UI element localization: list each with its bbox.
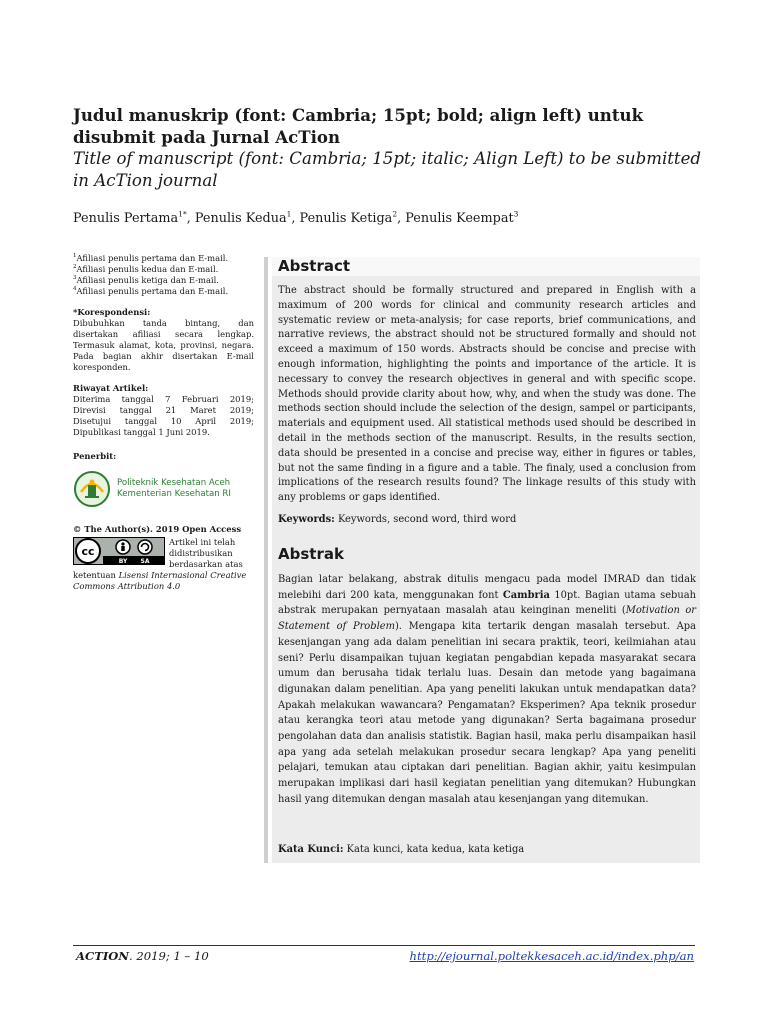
affiliation-line [73,253,254,264]
affiliation-sup: 1 [73,253,77,260]
publisher-line1: Politeknik Kesehatan Aceh [117,478,231,488]
publisher-heading: Penerbit: [73,451,117,461]
abstrak-bold: Cambria [502,589,550,601]
cc-by-sa-badge-icon [73,537,165,565]
article-info-sidebar [73,253,254,592]
license-line: Artikel ini telah [169,537,236,547]
author-sup: 1* [178,209,187,219]
author-sup: 2 [392,209,398,219]
correspondence-heading: *Korespondensi: [73,307,151,317]
affiliation-line [73,286,254,297]
affiliation-sup: 2 [73,264,77,271]
author-name: Penulis Kedua [194,211,287,226]
author-name: Penulis Keempat [405,211,514,226]
author-name: Penulis Pertama [73,211,179,226]
footer-rule [73,945,695,946]
abstract-body: The abstract should be formally structured and prepared in English with a maximum of 200 words for clinical and community research articles and systematic review or meta-analysis; for case reports, brief communications, and narrative reviews, the abstract should not be structured formally and should not exceed a maximum of 150 words. Abstracts should be concise and precise with enough information, highlighting the points and importance of the article. It is necessary to convey the research objectives in general and with specific scope. Methods should provide clarity about how, why, and when the study was done. The methods section should include the selection of the design, sampel or participants, materials and equipment used. All statistical methods used should be described in detail in the methods section of the manuscript. Results, in the results section, data should be presented in a concise and precise way, either in figures or tables, but not the same finding in a figure and a table. The finaly, used a conclusion from implications of the research results found? The linkage results of this study with any problems or gaps identified. [278,285,696,504]
journal-url-link[interactable]: http://ejournal.poltekkesaceh.ac.id/index.php/an [409,949,694,963]
affiliation-text: Afiliasi penulis pertama dan E-mail. [76,286,229,296]
license-line: didistribusikan [169,548,233,558]
title-indonesian: Judul manuskrip (font: Cambria; 15pt; bold; align left) untuk disubmit pada Jurnal AcTion [73,105,644,147]
panel-divider [264,257,268,863]
license-prefix: ketentuan [73,570,119,580]
affiliation-text: Afiliasi penulis pertama dan E-mail. [76,253,229,263]
abstract-keywords [278,513,696,527]
affiliation-text: Afiliasi penulis ketiga dan E-mail. [76,275,219,285]
history-received: Diterima tanggal 7 Februari 2019; [73,394,254,404]
abstract-heading: Abstract [278,257,351,275]
author-sup: 3 [513,209,519,219]
publisher-logo-row [73,470,254,508]
keywords-value: Keywords, second word, third word [337,514,517,525]
abstrak-part: 10pt. Bagian utama sebuah abstrak merupakan pernyataan masalah atau keinginan meneliti ( [278,589,696,617]
author-sup: 1 [286,209,292,219]
journal-volume: . 2019; 1 – 10 [128,949,209,963]
correspondence-text: Dibubuhkan tanda bintang, dan disertakan afiliasi secara lengkap. Termasuk alamat, kota, provinsi, negara. Pada bagian akhir disertakan E-mail koresponden. [73,318,254,372]
journal-name: ACTION [76,949,129,963]
affiliation-sup: 3 [73,275,77,282]
license-text [169,537,243,570]
kata-kunci-value: Kata kunci, kata kedua, kata ketiga [346,844,525,855]
publisher-name [117,478,231,500]
affiliation-line [73,275,254,286]
cc-by-label: BY [118,558,128,565]
affiliation-line [73,264,254,275]
abstrak-italic: Motivation or Statement of Problem [278,605,696,633]
affiliation-text: Afiliasi penulis kedua dan E-mail. [76,264,219,274]
author-name: Penulis Ketiga [299,211,393,226]
svg-text:cc: cc [81,545,95,558]
author-list [73,210,713,228]
license-line: berdasarkan atas [169,559,243,569]
affiliation-sup: 4 [73,286,77,293]
publisher-line2: Kementerian Kesehatan RI [117,489,231,499]
license-name: Lisensi Internasional Creative Commons Attribution 4.0 [73,570,247,591]
keywords-label: Keywords: [278,514,335,525]
license-statement [73,570,254,592]
author-sep: , [186,211,195,226]
history-heading: Riwayat Artikel: [73,383,149,393]
license-row [73,537,254,570]
title-english: Title of manuscript (font: Cambria; 15pt; italic; Align Left) to be submitted in AcTion journal [73,149,702,190]
history-accepted: Disetujui tanggal 10 April 2019; [73,416,254,426]
author-sep: , [397,211,406,226]
history-revised: Direvisi tanggal 21 Maret 2019; [73,405,254,415]
abstrak-body [278,572,696,808]
journal-citation [76,948,209,964]
cc-sa-label: SA [140,558,150,565]
abstrak-part: Bagian latar belakang, abstrak ditulis mengacu pada model IMRAD dan tidak melebihi dari 200 kata, menggunakan font [278,574,696,601]
kata-kunci-label: Kata Kunci: [278,844,344,855]
open-access-heading: © The Author(s). 2019 Open Access [73,524,242,534]
history-published: Dipublikasi tanggal 1 Juni 2019. [73,427,210,437]
abstrak-part: ). Mengapa kita tertarik dengan masalah tersebut. Apa kesenjangan yang ada dalam penelitian ini secara praktik, teori, keilmiahan atau seni? Perlu disampaikan tujuan kegiatan pengabdian kepada masyarakat secara umum dan berusaha tidak terlalu luas. Desain dan metode yang bagaimana digunakan dalam penelitian. Apa yang peneliti lakukan untuk mendapatkan data? Apakah melakukan wawancara? Pengamatan? Eksperimen? Apa teknik prosedur atau kerangka teori atau metode yang digunakan? Serta bagaimana prosedur pengolahan data dan analisis statistik. Bagian hasil, maka perlu disampaikan hasil apa yang ada setelah melakukan prosedur secara lengkap? Apa yang peneliti pelajari, temukan atau ciptakan dari penelitian. Bagian akhir, yaitu kesimpulan merupakan implikasi dari hasil kegiatan penelitian yang ditemukan? Hubungkan hasil yang ditemukan dengan masalah atau kesenjangan yang ditemukan. [278,621,696,805]
poltekkes-logo-icon [73,470,111,508]
abstrak-keywords [278,843,696,857]
abstrak-heading: Abstrak [278,545,344,563]
author-sep: , [291,211,300,226]
